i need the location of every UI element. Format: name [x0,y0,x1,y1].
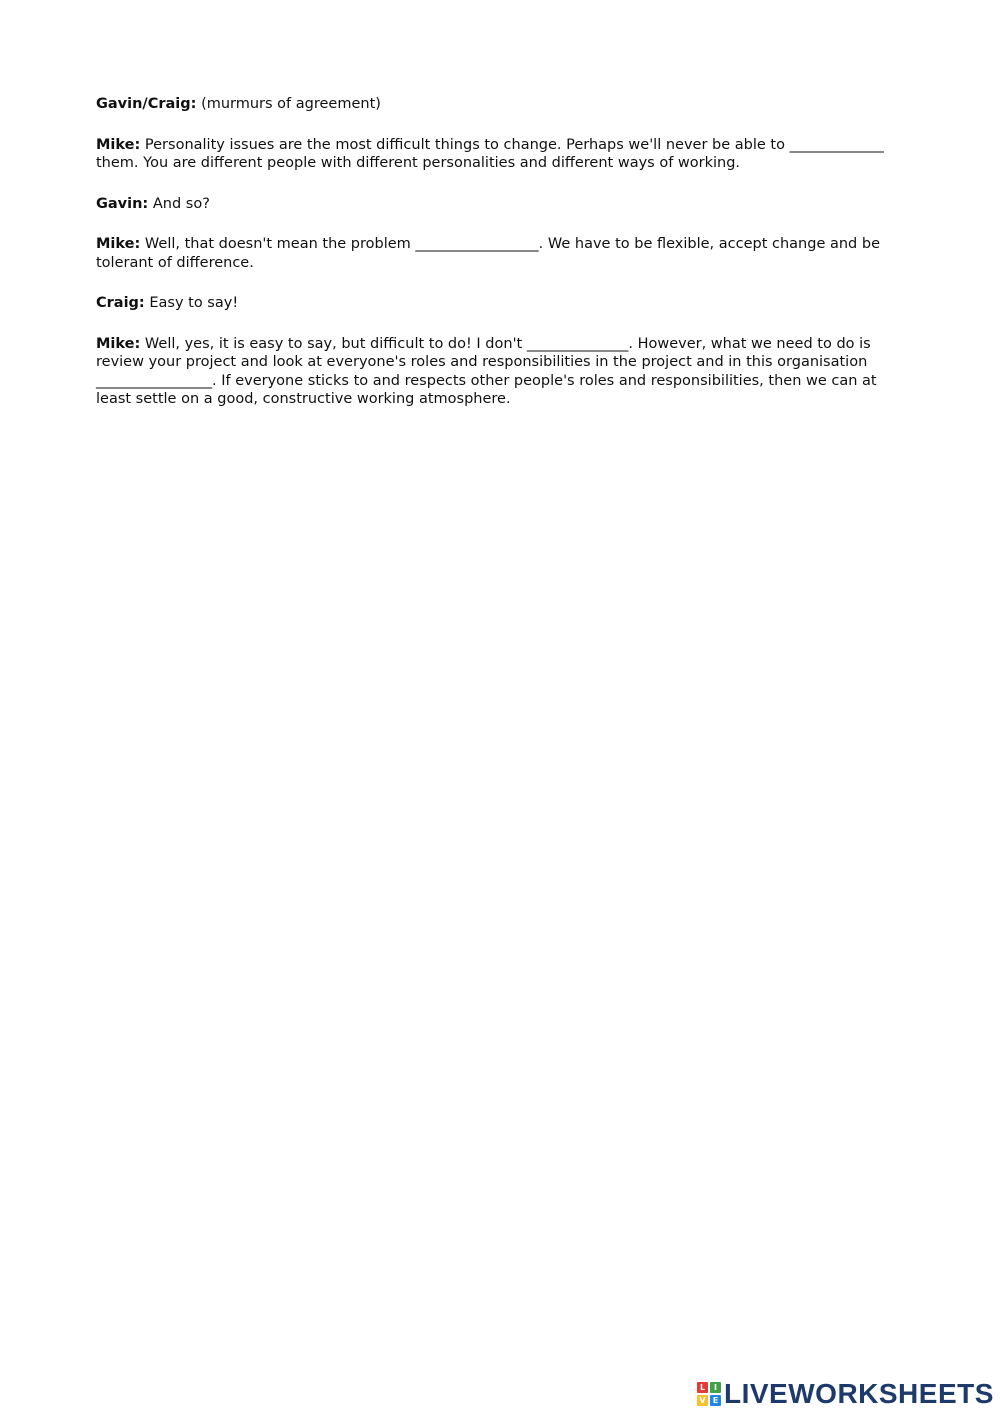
dialogue-line [96,136,911,173]
logo-block: E [710,1395,721,1406]
liveworksheets-logo [697,1379,994,1409]
dialogue-line [96,294,911,313]
speaker-name: Gavin/Craig: [96,96,197,112]
speaker-name: Gavin: [96,195,149,212]
spoken-text: Well, that doesn't mean the problem _________________. We have to be flexible, accept change and be tolerant of difference. [96,236,880,271]
logo-blocks-icon [697,1382,721,1406]
spoken-text: Personality issues are the most difficult things to change. Perhaps we'll never be able to _____________ them. You are different people with different personalities and different ways of working. [96,136,884,171]
dialogue-transcript [96,95,911,431]
speaker-name: Mike: [96,236,141,252]
speaker-name: Craig: [96,295,145,311]
logo-block: L [697,1382,708,1393]
dialogue-line [96,335,911,409]
spoken-text: Easy to say! [149,295,239,311]
dialogue-line [96,95,911,114]
spoken-text: Well, yes, it is easy to say, but difficult to do! I don't ______________. However, what we need to do is review your project and look at everyone's roles and responsibilities in the project and in this organisation ________________. If everyone sticks to and respects other people's roles and responsibilities, then we can at least settle on a good, constructive working atmosphere. [96,335,877,407]
spoken-text: And so? [152,195,210,212]
dialogue-line [96,235,911,272]
spoken-text: (murmurs of agreement) [201,96,381,112]
logo-block: I [710,1382,721,1393]
dialogue-line [96,195,911,214]
logo-block: V [697,1395,708,1406]
speaker-name: Mike: [96,136,141,153]
speaker-name: Mike: [96,335,141,352]
logo-wordmark: LIVEWORKSHEETS [724,1378,994,1409]
